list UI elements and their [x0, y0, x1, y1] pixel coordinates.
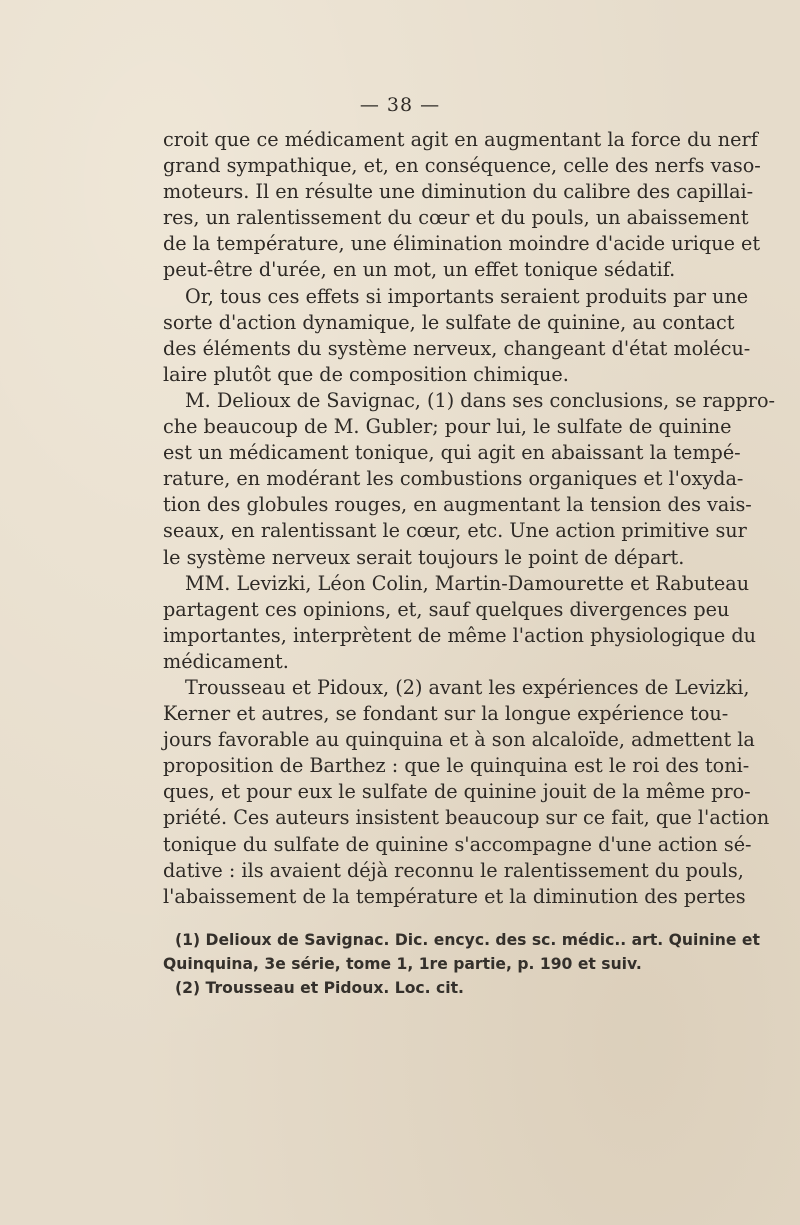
- body-text-line: dative : ils avaient déjà reconnu le ralentissement du pouls,: [163, 858, 744, 882]
- body-text-line: MM. Levizki, Léon Colin, Martin-Damourette et Rabuteau: [185, 571, 750, 595]
- body-text-line: le système nerveux serait toujours le point de départ.: [163, 545, 685, 569]
- body-text-line: M. Delioux de Savignac, (1) dans ses conclusions, se rappro-: [185, 388, 775, 412]
- body-text-line: jours favorable au quinquina et à son alcaloïde, admettent la: [163, 728, 755, 752]
- body-text-line: importantes, interprètent de même l'action physiologique du: [163, 623, 756, 647]
- body-text-line: des éléments du système nerveux, changeant d'état molécu-: [163, 336, 751, 360]
- footnotes: [163, 928, 760, 1000]
- body-text-line: tion des globules rouges, en augmentant la tension des vais-: [163, 493, 752, 517]
- body-text-line: Or, tous ces effets si importants seraient produits par une: [185, 284, 749, 308]
- body-text-line: tonique du sulfate de quinine s'accompagne d'une action sé-: [163, 832, 752, 856]
- body-text-line: Kerner et autres, se fondant sur la longue expérience tou-: [163, 702, 729, 726]
- footnote-line: (2) Trousseau et Pidoux. Loc. cit.: [175, 979, 464, 997]
- footnote-line: (1) Delioux de Savignac. Dic. encyc. des sc. médic.. art. Quinine et: [175, 931, 760, 949]
- body-text-line: partagent ces opinions, et, sauf quelques divergences peu: [163, 597, 730, 621]
- body-text-line: che beaucoup de M. Gubler; pour lui, le sulfate de quinine: [163, 415, 732, 439]
- body-text-line: est un médicament tonique, qui agit en abaissant la tempé-: [163, 441, 741, 465]
- body-text-line: seaux, en ralentissant le cœur, etc. Une action primitive sur: [163, 519, 747, 543]
- body-text-line: ques, et pour eux le sulfate de quinine jouit de la même pro-: [163, 780, 751, 804]
- body-text-line: moteurs. Il en résulte une diminution du calibre des capillai-: [163, 180, 754, 204]
- footnote-line: Quinquina, 3e série, tome 1, 1re partie, p. 190 et suiv.: [163, 955, 642, 973]
- body-text-line: médicament.: [163, 649, 289, 673]
- body-text-line: proposition de Barthez : que le quinquina est le roi des toni-: [163, 754, 750, 778]
- body-text-line: res, un ralentissement du cœur et du pouls, un abaissement: [163, 206, 749, 230]
- body-text-line: grand sympathique, et, en conséquence, celle des nerfs vaso-: [163, 154, 761, 178]
- body-text-line: laire plutôt que de composition chimique.: [163, 362, 569, 386]
- body-text-line: l'abaissement de la température et la diminution des pertes: [163, 884, 746, 908]
- body-text-line: sorte d'action dynamique, le sulfate de quinine, au contact: [163, 310, 735, 334]
- body-text-line: peut-être d'urée, en un mot, un effet tonique sédatif.: [163, 258, 676, 282]
- body-text-line: croit que ce médicament agit en augmentant la force du nerf: [163, 128, 758, 151]
- body-text-line: Trousseau et Pidoux, (2) avant les expériences de Levizki,: [185, 675, 750, 699]
- body-text: [163, 127, 775, 910]
- body-text-line: priété. Ces auteurs insistent beaucoup sur ce fait, que l'action: [163, 806, 770, 830]
- body-text-line: de la température, une élimination moindre d'acide urique et: [163, 232, 761, 256]
- body-text-line: rature, en modérant les combustions organiques et l'oxyda-: [163, 467, 744, 491]
- page-number: — 38 —: [359, 94, 441, 116]
